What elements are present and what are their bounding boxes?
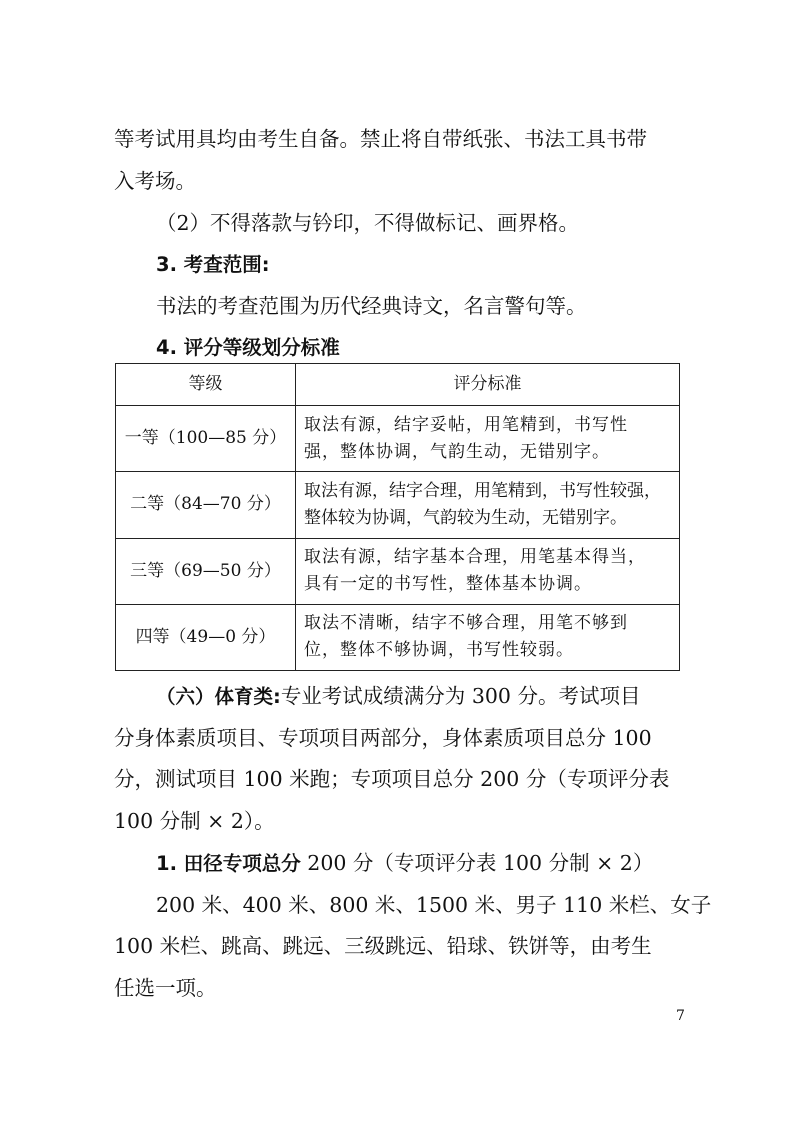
section-heading: （六）体育类:	[156, 685, 281, 708]
header-grade: 等级	[116, 364, 296, 406]
paragraph-line: （六）体育类:专业考试成绩满分为 300 分。考试项目	[156, 684, 641, 708]
page-number: 7	[676, 1008, 685, 1024]
paragraph-line: 任选一项。	[114, 976, 217, 1000]
paragraph-line: 分身体素质项目、专项项目两部分，身体素质项目总分 100	[114, 726, 652, 750]
section-heading: 3. 考查范围:	[156, 253, 270, 276]
section-heading: 4. 评分等级划分标准	[156, 336, 340, 359]
header-criteria: 评分标准	[296, 364, 680, 406]
paragraph-line: 100 米栏、跳高、跳远、三级跳远、铅球、铁饼等，由考生	[114, 934, 652, 958]
paragraph-line: 分，测试项目 100 米跑；专项项目总分 200 分（专项评分表	[114, 767, 670, 791]
table-row	[116, 538, 680, 604]
paragraph-line: 入考场。	[114, 169, 196, 193]
paragraph-line: 等考试用具均由考生自备。禁止将自带纸张、书法工具书带	[114, 127, 647, 151]
table-row	[116, 472, 680, 538]
grade-level: 二等（84—70 分）	[116, 472, 296, 538]
grade-criteria: 取法不清晰，结字不够合理，用笔不够到 位，整体不够协调，书写性较弱。	[296, 604, 680, 670]
paragraph-line: 200 米、400 米、800 米、1500 米、男子 110 米栏、女子	[156, 893, 712, 917]
subsection-heading: 1. 田径专项总分 200 分（专项评分表 100 分制 × 2）	[156, 851, 654, 875]
grade-level: 三等（69—50 分）	[116, 538, 296, 604]
paragraph-line: 书法的考查范围为历代经典诗文，名言警句等。	[156, 294, 587, 318]
rule-item: （2）不得落款与钤印，不得做标记、画界格。	[156, 211, 580, 235]
paragraph-line: 100 分制 × 2）。	[114, 809, 275, 833]
grading-table	[115, 363, 680, 671]
grade-level: 一等（100—85 分）	[116, 406, 296, 472]
grade-level: 四等（49—0 分）	[116, 604, 296, 670]
table-row	[116, 604, 680, 670]
grade-criteria: 取法有源，结字合理，用笔精到，书写性较强， 整体较为协调，气韵较为生动，无错别字。	[296, 472, 680, 538]
grade-criteria: 取法有源，结字基本合理，用笔基本得当， 具有一定的书写性，整体基本协调。	[296, 538, 680, 604]
table-row	[116, 406, 680, 472]
table-header-row	[116, 364, 680, 406]
grade-criteria: 取法有源，结字妥帖，用笔精到，书写性 强，整体协调，气韵生动，无错别字。	[296, 406, 680, 472]
